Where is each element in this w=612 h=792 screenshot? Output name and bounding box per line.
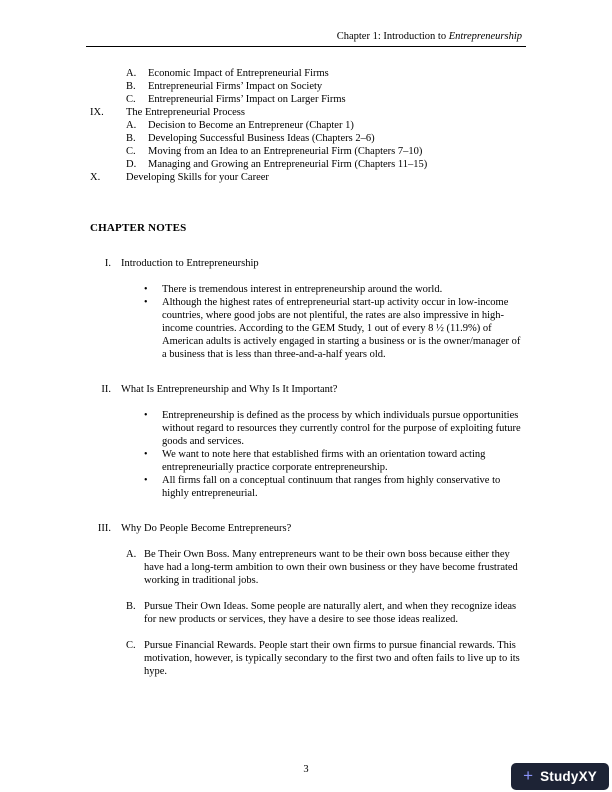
notes-section-title: What Is Entrepreneurship and Why Is It Important?: [121, 384, 338, 395]
outline-item: [126, 132, 522, 145]
outline-item: [126, 80, 522, 93]
bullet-text: There is tremendous interest in entrepreneurship around the world.: [162, 284, 443, 295]
brand-name: [540, 770, 597, 783]
chapter-outline: [90, 67, 522, 184]
lettered-item-text: Be Their Own Boss. Many entrepreneurs want to be their own boss because either they have had a long-term ambition to own their own business or they have become frustrated working in traditional jobs.: [144, 549, 518, 586]
bullet-item: [144, 296, 522, 361]
bullet-item: [144, 448, 522, 474]
lettered-item: [126, 600, 522, 626]
bullet-list: [90, 409, 522, 500]
outline-item-text: Developing Successful Business Ideas (Chapters 2–6): [148, 133, 375, 144]
outline-item: [126, 158, 522, 171]
chapter-notes-heading: CHAPTER NOTES: [90, 222, 187, 234]
lettered-item: [126, 548, 522, 587]
bullet-item: [144, 409, 522, 448]
outline-item-label: C.: [126, 146, 136, 157]
notes-section-title: Why Do People Become Entrepreneurs?: [121, 523, 292, 534]
bullet-icon: •: [144, 297, 148, 308]
outline-section-title: The Entrepreneurial Process: [126, 107, 245, 118]
bullet-text: Entrepreneurship is defined as the process by which individuals pursue opportunities without regard to resources they currently control for the purpose of exploiting future goods and services.: [162, 410, 521, 447]
notes-section-heading: [90, 383, 522, 396]
notes-section-numeral: II.: [101, 384, 111, 395]
bullet-item: [144, 474, 522, 500]
notes-section-title: Introduction to Entrepreneurship: [121, 258, 259, 269]
outline-section-title: Developing Skills for your Career: [126, 172, 269, 183]
outline-section-numeral: X.: [90, 172, 101, 183]
lettered-item-text: Pursue Financial Rewards. People start their own firms to pursue financial rewards. This motivation, however, is typically secondary to the first two and often fails to live up to its hype.: [144, 640, 520, 677]
bullet-icon: •: [144, 410, 148, 421]
outline-item: [126, 93, 522, 106]
bullet-icon: •: [144, 449, 148, 460]
outline-item-text: Managing and Growing an Entrepreneurial Firm (Chapters 11–15): [148, 159, 428, 170]
plus-icon: +: [523, 766, 534, 785]
lettered-item: [126, 639, 522, 678]
lettered-item-label: C.: [126, 640, 136, 651]
bullet-icon: •: [144, 475, 148, 486]
lettered-item-text: Pursue Their Own Ideas. Some people are naturally alert, and when they recognize ideas for new products or services, they have a desire to see those ideas realized.: [144, 601, 517, 625]
outline-item-label: B.: [126, 133, 136, 144]
bullet-text: We want to note here that established firms with an orientation toward acting entrepreneurially practice corporate entrepreneurship.: [162, 449, 486, 473]
lettered-item-label: A.: [126, 549, 137, 560]
outline-item-text: Economic Impact of Entrepreneurial Firms: [148, 68, 329, 79]
studyxy-brand-badge: [511, 763, 609, 790]
outline-item-label: A.: [126, 68, 137, 79]
bullet-icon: •: [144, 284, 148, 295]
header-rule: [86, 46, 526, 47]
outline-section-numeral: IX.: [90, 107, 104, 118]
bullet-list: [90, 283, 522, 361]
lettered-list: [90, 548, 522, 678]
outline-item-text: Decision to Become an Entrepreneur (Chapter 1): [148, 120, 354, 131]
page-number: 3: [303, 764, 309, 775]
outline-item: [126, 119, 522, 132]
notes-section-heading: [90, 522, 522, 535]
brand-name-primary: Study: [540, 769, 579, 784]
bullet-item: [144, 283, 522, 296]
running-header-prefix: Chapter 1: Introduction to: [336, 31, 449, 42]
outline-item-label: B.: [126, 81, 136, 92]
bullet-text: All firms fall on a conceptual continuum that ranges from highly conservative to highly entrepreneurial.: [162, 475, 501, 499]
lettered-item-label: B.: [126, 601, 136, 612]
brand-name-accent: XY: [578, 769, 597, 784]
notes-section-numeral: III.: [97, 523, 111, 534]
outline-section-heading: [90, 171, 522, 184]
outline-item: [126, 145, 522, 158]
outline-item-label: D.: [126, 159, 137, 170]
outline-item-label: C.: [126, 94, 136, 105]
outline-item-text: Moving from an Idea to an Entrepreneurial Firm (Chapters 7–10): [148, 146, 423, 157]
outline-item: [126, 67, 522, 80]
notes-section-heading: [90, 257, 522, 270]
bullet-text: Although the highest rates of entrepreneurial start-up activity occur in low-income countries, where good jobs are not plentiful, the rates are also impressive in high-income countries. According to the GEM Study, 1 out of every 8 ½ (11.9%) of American adults is actively engaged in starting a business or is the owner/manager of a business that is less than three-and-a-half years old.: [162, 297, 521, 360]
outline-item-label: A.: [126, 120, 137, 131]
running-header-title: Entrepreneurship: [448, 31, 522, 42]
notes-section-numeral: I.: [104, 258, 111, 269]
outline-item-text: Entrepreneurial Firms’ Impact on Larger Firms: [148, 94, 346, 105]
running-header: [90, 30, 522, 43]
outline-item-text: Entrepreneurial Firms’ Impact on Society: [148, 81, 323, 92]
outline-section-heading: [90, 106, 522, 119]
